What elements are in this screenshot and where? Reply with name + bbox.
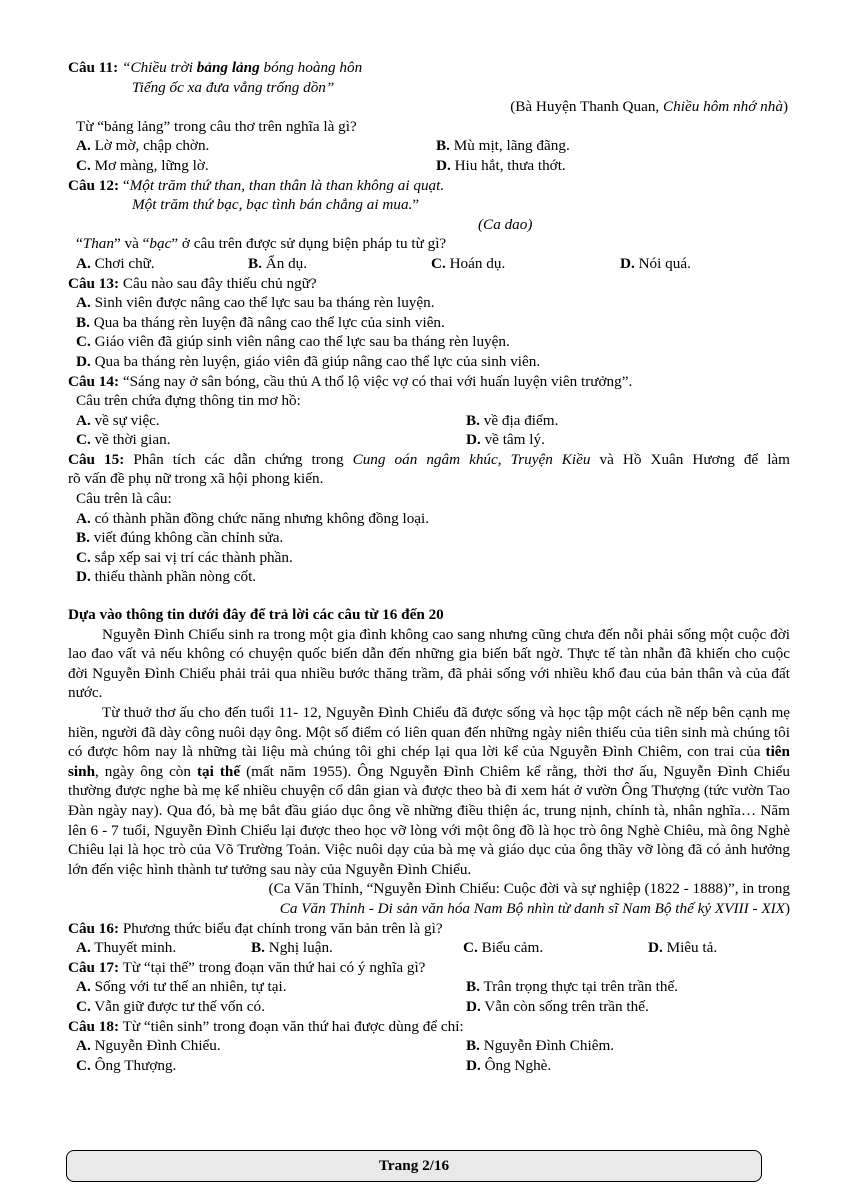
q11-keyword: bảng lảng <box>196 59 260 76</box>
q16-option-c[interactable]: C. Biểu cảm. <box>463 939 544 957</box>
q12-label: Câu 12: <box>68 176 120 194</box>
q14-option-d[interactable]: D. về tâm lý. <box>466 431 545 449</box>
q14-options-row1 <box>68 411 790 431</box>
q12-options <box>68 254 790 274</box>
exam-page <box>68 58 790 1075</box>
page-number: Trang 2/16 <box>378 1157 450 1174</box>
q12-option-b[interactable]: B. Ẩn dụ. <box>248 254 308 272</box>
q18-option-b[interactable]: B. Nguyễn Đình Chiêm. <box>466 1037 615 1055</box>
q16-options <box>68 938 790 958</box>
q13-option-a[interactable]: A. Sinh viên được nâng cao thể lực sau ba tháng rèn luyện. <box>76 294 435 312</box>
passage-source: (Ca Văn Thỉnh, “Nguyễn Đình Chiểu: Cuộc đời và sự nghiệp (1822 - 1888)”, in trong Ca Văn Thỉnh - Di sản văn hóa Nam Bộ nhìn từ danh sĩ Nam Bộ thế kỷ XVIII - XIX) <box>268 880 790 917</box>
q13-option-b[interactable]: B. Qua ba tháng rèn luyện đã nâng cao thể lực của sinh viên. <box>76 313 445 331</box>
q14-question: Câu trên chứa đựng thông tin mơ hồ: <box>76 392 301 410</box>
q11-question: Từ “bảng lảng” trong câu thơ trên nghĩa là gì? <box>76 117 357 135</box>
q16-option-a[interactable]: A. Thuyết minh. <box>76 939 177 957</box>
q11-options-row1 <box>68 136 790 156</box>
q15-option-d[interactable]: D. thiếu thành phần nòng cốt. <box>76 568 257 586</box>
q11-source: (Bà Huyện Thanh Quan, Chiều hôm nhớ nhà) <box>510 98 788 116</box>
q11-options-row2 <box>68 156 790 176</box>
q15-sentence-line2: rõ vấn đề phụ nữ trong xã hội phong kiến. <box>68 470 324 488</box>
q18-option-d[interactable]: D. Ông Nghè. <box>466 1056 552 1074</box>
q16-question: Câu 16: Phương thức biểu đạt chính trong văn bản trên là gì? <box>68 919 443 937</box>
q18-option-a[interactable]: A. Nguyễn Đình Chiểu. <box>76 1037 221 1055</box>
q17-options-row2 <box>68 997 790 1017</box>
q18-option-c[interactable]: C. Ông Thượng. <box>76 1056 177 1074</box>
q12-option-c[interactable]: C. Hoán dụ. <box>431 254 506 272</box>
q16-option-d[interactable]: D. Miêu tả. <box>648 939 718 957</box>
q15-label: Câu 15: <box>68 450 125 468</box>
q15-option-c[interactable]: C. sắp xếp sai vị trí các thành phần. <box>76 548 293 566</box>
passage-heading: Dựa vào thông tin dưới đây để trả lời các câu từ 16 đến 20 <box>68 606 444 624</box>
keyword-tai-the: tại thế <box>196 762 241 780</box>
q12-option-a[interactable]: A. Chơi chữ. <box>76 254 155 272</box>
q18-options-row1 <box>68 1036 790 1056</box>
q17-label: Câu 17: <box>68 958 120 976</box>
q17-option-d[interactable]: D. Vẫn còn sống trên trần thế. <box>466 997 649 1015</box>
q11-option-d[interactable]: D. Hiu hắt, thưa thớt. <box>436 156 566 174</box>
passage-paragraph-2: Từ thuở thơ ấu cho đến tuổi 11- 12, Nguyễn Đình Chiểu đã được sống và học tập một cách nề nếp bên cạnh mẹ hiền, người đã dày công nuôi dạy ông. Một số điểm có liên quan đến những ngày niên thiếu của tiên sinh mà chúng tôi có được hôm nay là những tài liệu mà chúng tôi ghi chép lại qua lời kể của Nguyễn Đình Chiêm, con trai của tiên sinh, ngày ông còn tại thế (mất năm 1955). Ông Nguyễn Đình Chiêm kể rằng, thời thơ ấu, Nguyễn Đình Chiểu thường được nghe bà mẹ kể nhiều chuyện cổ dân gian và được theo bà đi xem hát ở vườn Ông Thượng (tức vườn Tao Đàn ngày nay). Qua đó, bà mẹ bắt đầu giáo dục ông về những điều thiện ác, trung nịnh, chính tà, nhân nghĩa… Năm lên 6 - 7 tuổi, Nguyễn Đình Chiểu lại được theo học vỡ lòng với một ông đồ là học trò ông Nghè Chiêu, mà ông Nghè Chiêu lại là học trò của Võ Trường Toản. Việc nuôi dạy của bà mẹ và giáo dục của ông thầy vỡ lòng đã có ảnh hưởng lớn đến việc hình thành tư tưởng sau này của Nguyễn Đình Chiểu. <box>68 704 791 878</box>
q14-label: Câu 14: <box>68 372 120 390</box>
q15-question: Câu trên là câu: <box>76 490 172 508</box>
q15-sentence-line1: Câu 15: Phân tích các dẫn chứng trong Cung oán ngâm khúc, Truyện Kiều và Hồ Xuân Hương để làm <box>68 450 790 468</box>
q14-option-c[interactable]: C. về thời gian. <box>76 431 171 449</box>
q17-option-b[interactable]: B. Trân trọng thực tại trên trần thế. <box>466 978 678 996</box>
q11-option-c[interactable]: C. Mơ màng, lững lờ. <box>76 156 209 174</box>
q12-source: (Ca dao) <box>478 215 533 233</box>
q11-poem-line2: Tiếng ốc xa đưa vẳng trống dồn” <box>132 78 335 96</box>
q18-options-row2 <box>68 1056 790 1076</box>
q18-label: Câu 18: <box>68 1017 120 1035</box>
keyword-tien-sinh: tiên sinh <box>68 743 790 780</box>
q16-label: Câu 16: <box>68 919 120 937</box>
q11-option-a[interactable]: A. Lờ mờ, chập chờn. <box>76 137 210 155</box>
q17-options-row1 <box>68 977 790 997</box>
q13-option-c[interactable]: C. Giáo viên đã giúp sinh viên nâng cao thể lực sau ba tháng rèn luyện. <box>76 333 510 351</box>
q12-question: “Than” và “bạc” ở câu trên được sử dụng biện pháp tu từ gì? <box>76 235 447 253</box>
q15-option-a[interactable]: A. có thành phần đồng chức năng nhưng không đồng loại. <box>76 509 430 527</box>
q11-poem-line1: Câu 11: “Chiều trời bảng lảng bóng hoàng hôn <box>68 59 363 76</box>
q13-option-d[interactable]: D. Qua ba tháng rèn luyện, giáo viên đã giúp nâng cao thể lực của sinh viên. <box>76 352 541 370</box>
q17-option-c[interactable]: C. Vẫn giữ được tư thế vốn có. <box>76 997 265 1015</box>
q13-label: Câu 13: <box>68 274 120 292</box>
q15-option-b[interactable]: B. viết đúng không cần chỉnh sửa. <box>76 529 284 547</box>
q17-question: Câu 17: Từ “tại thế” trong đoạn văn thứ hai có ý nghĩa gì? <box>68 958 426 976</box>
q12-option-d[interactable]: D. Nói quá. <box>620 254 691 272</box>
q11-label: Câu 11: <box>68 59 119 76</box>
q18-question: Câu 18: Từ “tiên sinh” trong đoạn văn thứ hai được dùng để chỉ: <box>68 1017 464 1035</box>
q16-option-b[interactable]: B. Nghị luận. <box>251 939 333 957</box>
page-footer <box>66 1150 762 1182</box>
q14-option-b[interactable]: B. về địa điểm. <box>466 411 559 429</box>
q14-options-row2 <box>68 430 790 450</box>
q14-option-a[interactable]: A. về sự việc. <box>76 411 160 429</box>
q12-line2: Một trăm thứ bạc, bạc tình bán chẳng ai mua.” <box>132 196 420 214</box>
q11-option-b[interactable]: B. Mù mịt, lãng đãng. <box>436 137 570 155</box>
passage-paragraph-1: Nguyễn Đình Chiểu sinh ra trong một gia đình không cao sang nhưng cũng chưa đến nỗi phải sống một cuộc đời lao đao vất vả nếu không có chuyện quốc biến dẫn đến những gia biến bất ngờ. Thực tế tàn nhẫn đã khiến cho cuộc đời Nguyễn Đình Chiểu phải trải qua nhiều bước thăng trầm, đã phải sống với nhiều khổ đau của bản thân và của đất nước. <box>68 625 790 702</box>
q12-line1: Câu 12: “Một trăm thứ than, than thân là than không ai quạt. <box>68 176 445 194</box>
q14-sentence: Câu 14: “Sáng nay ở sân bóng, cầu thủ A thổ lộ việc vợ có thai với huấn luyện viên trưởng”. <box>68 372 633 390</box>
q17-option-a[interactable]: A. Sống với tư thế an nhiên, tự tại. <box>76 978 287 996</box>
q13-question: Câu 13: Câu nào sau đây thiếu chủ ngữ? <box>68 274 317 292</box>
